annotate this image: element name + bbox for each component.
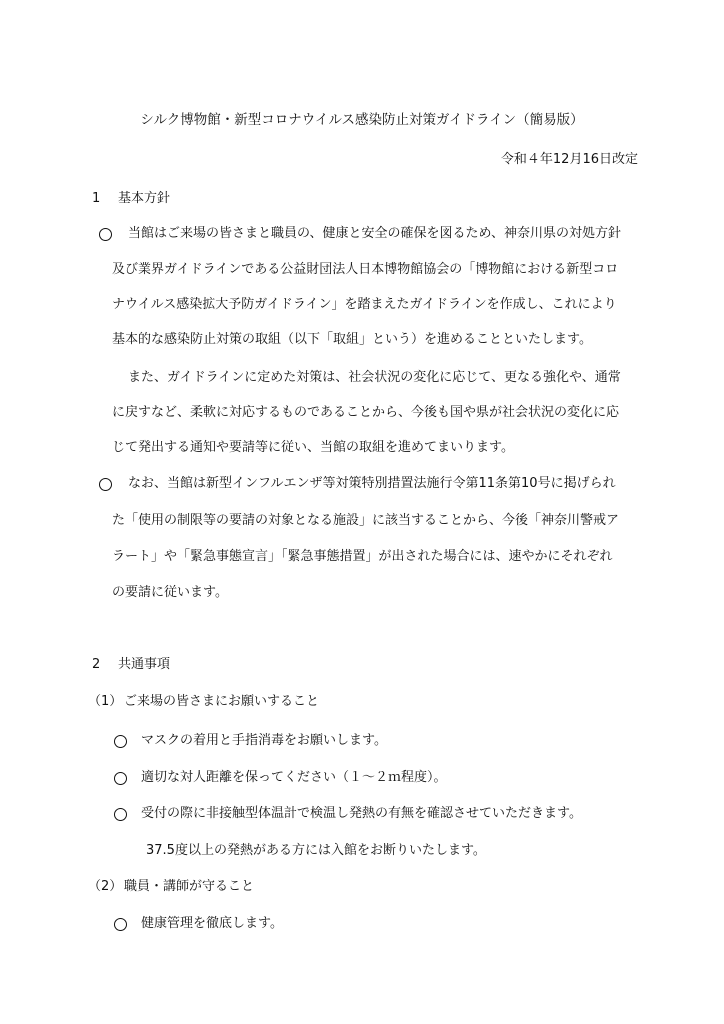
circle-bullet-icon — [114, 808, 127, 821]
circle-bullet-icon — [114, 772, 127, 785]
circle-bullet-icon — [99, 478, 112, 491]
section-1-line: じて発出する通知や要請等に従い、当館の取組を進めてまいります。 — [112, 440, 514, 455]
circle-bullet-icon — [114, 918, 127, 931]
section-1-number: 1 — [92, 191, 101, 206]
subsection-2-number: （2） — [88, 879, 123, 894]
section-1-line: に戻すなど、柔軟に対応するものであることから、今後も国や県が社会状況の変化に応 — [112, 405, 620, 420]
subsection-1-item: 適切な対人距離を保ってください（１～２ｍ程度）。 — [141, 770, 447, 785]
subsection-1-title: ご来場の皆さまにお願いすること — [124, 694, 320, 709]
subsection-1-note: 37.5度以上の発熱がある方には入館をお断りいたします。 — [146, 843, 486, 858]
section-1-line: の要請に従います。 — [112, 585, 228, 600]
section-1-line: 当館はご来場の皆さまと職員の、健康と安全の確保を図るため、神奈川県の対処方針 — [128, 226, 621, 241]
section-1-line: また、ガイドラインに定めた対策は、社会状況の変化に応じて、更なる強化や、通常 — [128, 370, 621, 385]
section-1-line: 基本的な感染防止対策の取組（以下「取組」という）を進めることといたします。 — [112, 332, 592, 347]
section-1-heading — [92, 190, 170, 208]
revision-date: 令和４年12月16日改定 — [500, 152, 638, 167]
section-2-title: 共通事項 — [118, 657, 171, 672]
circle-bullet-icon — [114, 735, 127, 748]
document-title: シルク博物館・新型コロナウイルス感染防止対策ガイドライン（簡易版） — [140, 112, 584, 128]
section-1-line: ナウイルス感染拡大予防ガイドライン」を踏まえたガイドラインを作成し、これにより — [112, 297, 617, 312]
section-2-number: 2 — [92, 657, 101, 672]
subsection-2-heading — [88, 878, 254, 896]
subsection-1-heading — [88, 693, 319, 711]
section-1-line: 及び業界ガイドラインである公益財団法人日本博物館協会の「博物館における新型コロ — [112, 262, 619, 277]
section-2-heading — [92, 656, 170, 674]
circle-bullet-icon — [99, 228, 112, 241]
section-1-title: 基本方針 — [118, 191, 171, 206]
subsection-1-number: （1） — [88, 694, 123, 709]
section-1-line: なお、当館は新型インフルエンザ等対策特別措置法施行令第11条第10号に掲げられ — [128, 476, 616, 491]
subsection-1-item: 受付の際に非接触型体温計で検温し発熱の有無を確認させていただきます。 — [141, 806, 582, 821]
subsection-2-title: 職員・講師が守ること — [124, 879, 255, 894]
section-1-line: ラート」や「緊急事態宣言」「緊急事態措置」が出された場合には、速やかにそれぞれ — [112, 549, 613, 564]
section-1-line: た「使用の制限等の要請の対象となる施設」に該当することから、今後「神奈川警戒ア — [112, 513, 620, 528]
subsection-1-item: マスクの着用と手指消毒をお願いします。 — [141, 733, 387, 748]
subsection-2-item: 健康管理を徹底します。 — [141, 916, 283, 931]
